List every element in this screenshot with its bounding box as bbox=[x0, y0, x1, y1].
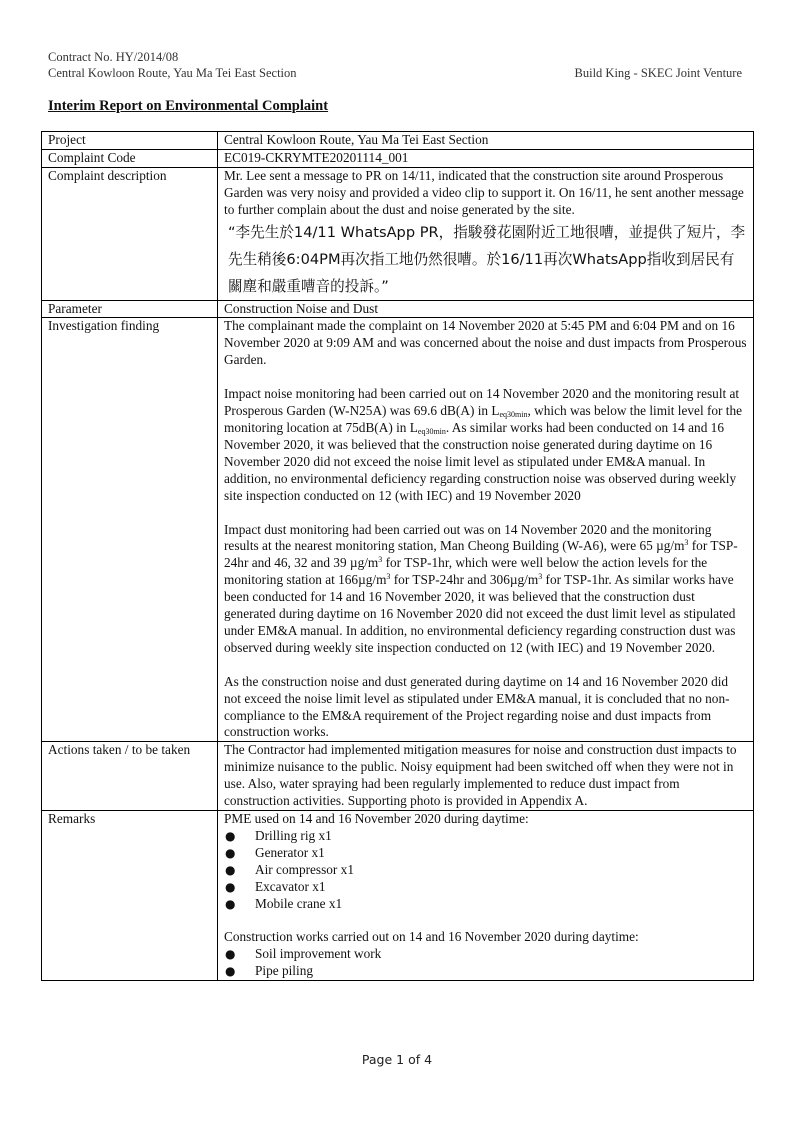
row-actions bbox=[42, 742, 754, 811]
description-chinese: “李先生於14/11 WhatsApp PR，指駿發花園附近工地很嘈，並提供了短片，李先生稍後6:04PM再次指工地仍然很嘈。於16/11再次WhatsApp指收到居民有關塵和嚴重嘈音的投訴。” bbox=[228, 223, 746, 295]
pme-heading: PME used on 14 and 16 November 2020 during daytime: bbox=[224, 811, 529, 826]
row-complaint-description bbox=[42, 167, 754, 300]
value-remarks bbox=[218, 811, 754, 981]
value-project: Central Kowloon Route, Yau Ma Tei East Section bbox=[218, 132, 754, 150]
label-actions: Actions taken / to be taken bbox=[42, 742, 218, 811]
label-complaint-code: Complaint Code bbox=[42, 149, 218, 167]
finding-paragraph-conclusion: As the construction noise and dust generated during daytime on 14 and 16 November 2020 did not exceed the noise limit level as stipulated under EM&A manual, it is concluded that no non-compliance to the EM&A requirement of the Project regarding noise and dust impacts from construction works. bbox=[224, 673, 730, 740]
list-item: ● Pipe piling bbox=[224, 963, 747, 980]
complaint-table bbox=[41, 131, 754, 981]
row-project bbox=[42, 132, 754, 150]
description-english: Mr. Lee sent a message to PR on 14/11, indicated that the construction site around Prosperous Garden was very noisy and provided a video clip to support it. On 16/11, he sent another message to further complain about the dust and noise generated by the site. bbox=[224, 167, 744, 217]
list-item: ● Mobile crane x1 bbox=[224, 896, 747, 913]
list-item: ● Excavator x1 bbox=[224, 879, 747, 896]
row-investigation-finding bbox=[42, 318, 754, 742]
list-item: ● Soil improvement work bbox=[224, 946, 747, 963]
value-investigation-finding bbox=[218, 318, 754, 742]
header-company: Build King - SKEC Joint Venture bbox=[574, 66, 742, 80]
pme-list bbox=[224, 828, 747, 913]
label-project: Project bbox=[42, 132, 218, 150]
works-heading: Construction works carried out on 14 and 16 November 2020 during daytime: bbox=[224, 929, 639, 945]
finding-paragraph-1: The complainant made the complaint on 14 November 2020 at 5:45 PM and 6:04 PM and on 16 November 2020 at 9:09 AM and was concerned about the noise and dust impacts from Prosperous Garden. bbox=[224, 318, 747, 368]
contract-number: Contract No. HY/2014/08 bbox=[48, 50, 179, 64]
list-item: ● Generator x1 bbox=[224, 845, 747, 862]
value-complaint-code: EC019-CKRYMTE20201114_001 bbox=[218, 149, 754, 167]
value-complaint-description bbox=[218, 167, 754, 300]
running-header bbox=[48, 65, 742, 81]
row-complaint-code bbox=[42, 149, 754, 167]
page-number: Page 1 of 4 bbox=[361, 1052, 433, 1067]
finding-paragraph-dust: Impact dust monitoring had been carried out was on 14 November 2020 and the monitoring results at the nearest monitoring station, Man Cheong Building (W-A6), were 65 $\mu g/m^3$ for TSP-24hr and 46, 32 and 39 $\mu g/m^3$ for TSP-1hr, which were well below the action levels for the monitoring station at $166\mu g/m^3$ for TSP-24hr and $306\mu g/m^3$ for TSP-1hr. As similar works have been conducted for 14 and 16 November 2020, it was believed that the construction dust generated during daytime on 16 November 2020 did not exceed the dust limit level as stipulated under EM&A manual. In addition, no environmental deficiency regarding construction dust was observed during weekly site inspection conducted on 12 (with IEC) and 19 November 2020. bbox=[224, 521, 738, 655]
list-item: ● Drilling rig x1 bbox=[224, 828, 747, 845]
label-parameter: Parameter bbox=[42, 300, 218, 318]
report-title: Interim Report on Environmental Complaint bbox=[48, 98, 329, 114]
works-list bbox=[224, 946, 747, 980]
row-remarks bbox=[42, 811, 754, 981]
label-investigation-finding: Investigation finding bbox=[42, 318, 218, 742]
value-actions: The Contractor had implemented mitigation measures for noise and construction dust impacts to minimize nuisance to the public. Noisy equipment had been switched off when they were not in use. Also, water spraying had been regularly implemented to reduce dust impact from construction activities. Supporting photo is provided in Appendix A. bbox=[218, 742, 754, 811]
label-remarks: Remarks bbox=[42, 811, 218, 981]
label-complaint-description: Complaint description bbox=[42, 167, 218, 300]
header-project-line: Central Kowloon Route, Yau Ma Tei East Section bbox=[48, 66, 297, 80]
finding-paragraph-noise: Impact noise monitoring had been carried out on 14 November 2020 and the monitoring result at Prosperous Garden (W-N25A) was 69.6 dB(A) in $L_{eq30min}$, which was below the limit level for the monitoring location at 75dB(A) in $L_{eq30min}$. As similar works had been conducted on 14 and 16 November 2020, it was believed that the construction noise generated during daytime on 16 November 2020 did not exceed the noise limit level as stipulated under EM&A manual. In addition, no environmental deficiency regarding construction noise was observed during weekly site inspection conducted on 12 (with IEC) and 19 November 2020 bbox=[224, 386, 743, 503]
value-parameter: Construction Noise and Dust bbox=[218, 300, 754, 318]
list-item: ● Air compressor x1 bbox=[224, 862, 747, 879]
row-parameter bbox=[42, 300, 754, 318]
